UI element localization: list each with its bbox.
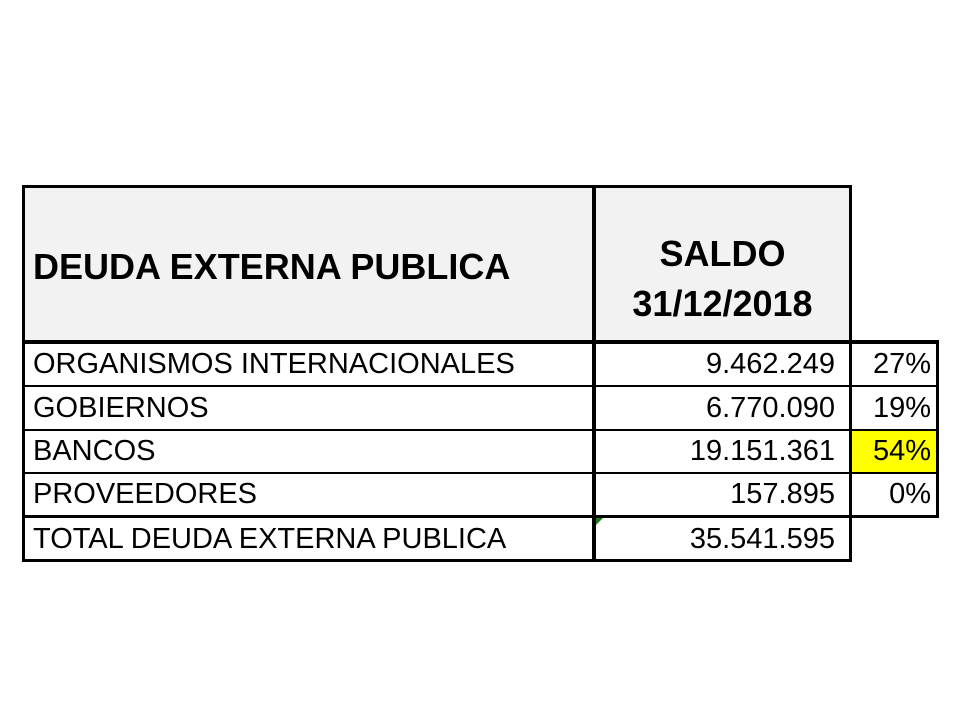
total-value: 35.541.595 [689,522,835,555]
column-divider [592,185,596,562]
table-border-bottom [22,559,852,562]
row-value-proveedores: 157.895 [730,478,835,510]
row-label-bancos: BANCOS [33,435,156,467]
table-border-top [22,185,852,188]
row-pct-organismos: 27% [872,348,931,380]
row-label-proveedores: PROVEEDORES [33,478,257,510]
header-divider [22,340,939,344]
header-label: DEUDA EXTERNA PUBLICA [33,246,511,287]
header-value-line1: SALDO [659,233,786,274]
row-value-bancos: 19.151.361 [689,435,835,467]
cell-comment-marker [596,518,603,525]
row-divider-4 [22,515,939,518]
row-divider-2 [22,429,939,431]
header-value-line2: 31/12/2018 [632,283,813,324]
table-border-left [22,185,25,562]
row-label-organismos: ORGANISMOS INTERNACIONALES [33,348,515,380]
row-pct-proveedores: 0% [889,478,931,510]
row-divider-1 [22,385,939,387]
row-divider-3 [22,472,939,474]
header-label-cell [24,187,593,341]
row-pct-gobiernos: 19% [872,392,931,424]
pct-column-border [936,340,939,518]
row-value-gobiernos: 6.770.090 [705,392,835,424]
table-border-right [849,185,852,562]
total-label: TOTAL DEUDA EXTERNA PUBLICA [33,522,507,555]
row-label-gobiernos: GOBIERNOS [33,392,209,424]
header-value-cell [596,187,849,341]
row-value-organismos: 9.462.249 [705,348,835,380]
row-pct-bancos: 54% [852,431,936,472]
